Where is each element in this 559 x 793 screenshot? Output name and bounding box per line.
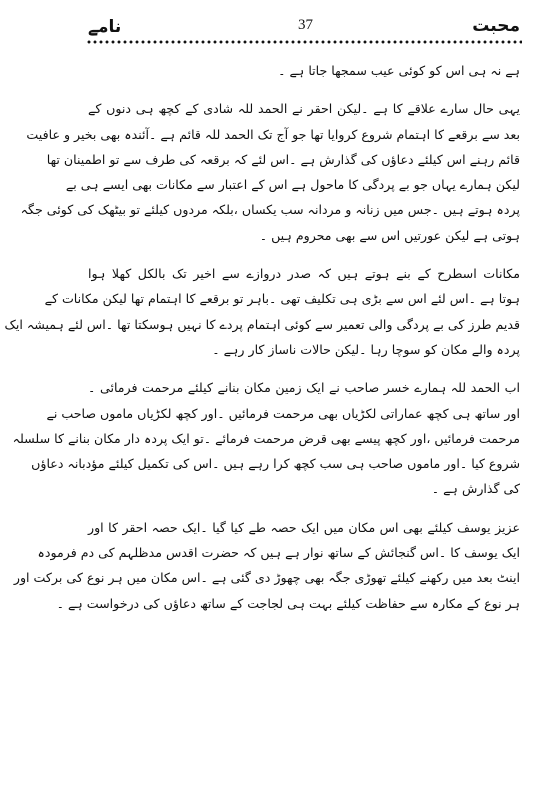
text-line: کی گذارش ہے ۔ <box>431 481 520 497</box>
text-line: لیکن ہمارے یہاں جو بے پردگی کا ماحول ہے اس کے اعتبار سے مکانات بھی ایسے ہی بے <box>65 177 520 193</box>
paragraph <box>12 375 520 501</box>
page-body <box>4 58 520 629</box>
paragraph <box>13 515 520 616</box>
text-line: شروع کیا ۔اور ماموں صاحب ہی سب کچھ کرا رہے ہیں ۔اس کی تکمیل کیلئے مؤدبانہ دعاؤں <box>31 456 520 472</box>
header-dotted-divider <box>86 39 522 45</box>
text-line: ایک یوسف کا ۔اس گنجائش کے ساتھ نوار ہے ہیں کہ حضرت اقدس مدظلہم کی دم فرمودہ <box>37 545 520 561</box>
text-line: اب الحمد للہ ہمارے خسر صاحب نے ایک زمین مکان بنانے کیلئے مرحمت فرمائی ۔ <box>88 380 520 396</box>
text-line: ہے نہ ہی اس کو کوئی عیب سمجھا جاتا ہے ۔ <box>278 63 520 78</box>
text-line: ہوتا ہے ۔اس لئے اس سے بڑی ہی تکلیف تھی ۔باہر تو برقعے کا اہتمام تھا لیکن مکانات کے <box>44 291 520 307</box>
paragraph <box>20 96 520 248</box>
paragraph <box>88 58 520 83</box>
text-line: مکانات اسطرح کے بنے ہوتے ہیں کہ صدر دروازے سے اخیر تک بالکل کھلا ہوا <box>88 266 520 282</box>
running-title: محبت <box>472 16 520 36</box>
text-line: پردہ والے مکان کو سوچا رہا ۔لیکن حالات ناساز کار رہے ۔ <box>212 341 520 357</box>
text-line: یہی حال سارے علاقے کا ہے ۔لیکن احقر نے الحمد للہ شادی کے کچھ ہی دنوں کے <box>88 101 520 117</box>
paragraph <box>4 261 520 362</box>
text-line: ہوتی ہے لیکن عورتیں اس سے بھی محروم ہیں ۔ <box>259 227 520 243</box>
text-line: پردہ ہوتے ہیں ۔جس میں زنانہ و مردانہ سب یکساں ،بلکہ مردوں کیلئے تو بیٹھک کی کوئی جگہ <box>20 202 520 218</box>
text-line: اور ساتھ ہی کچھ عماراتی لکڑیاں بھی مرحمت فرمائیں ۔اور کچھ لکڑیاں ماموں صاحب نے <box>46 405 520 421</box>
text-line: مرحمت فرمائیں ،اور کچھ پیسے بھی قرض مرحمت فرمائے ۔تو ایک پردہ دار مکان بنانے کا سلسلہ <box>12 430 520 446</box>
text-line: ہر نوع کے مکارہ سے حفاظت کیلئے بہت ہی لجاجت کے ساتھ دعاؤں کی درخواست ہے ۔ <box>56 595 520 611</box>
page-number: 37 <box>298 17 313 33</box>
text-line: قائم رہنے اس کیلئے دعاؤں کی گذارش ہے ۔اس لئے کہ برقعہ کی طرف سے تو اطمینان تھا <box>46 151 520 167</box>
text-line: عزیز یوسف کیلئے بھی اس مکان میں ایک حصہ طے کیا گیا ۔ایک حصہ احقر کا اور <box>88 519 520 535</box>
text-line: بعد سے برقعے کا اہتمام شروع کروایا تھا جو آج تک الحمد للہ قائم ہے ۔آئندہ بھی بخیر و عافیت <box>26 126 520 142</box>
running-subtitle: نامے <box>88 17 122 37</box>
text-line: اینٹ بعد میں رکھنے کیلئے تھوڑی جگہ بھی چھوڑ دی گئی ہے ۔اس مکان میں ہر نوع کی برکت اور <box>13 570 520 586</box>
text-line: قدیم طرز کی بے پردگی والی تعمیر سے کوئی اہتمام پردے کا نہیں ہوسکتا تھا ۔اس لئے ہمیشہ ایک <box>4 316 520 332</box>
